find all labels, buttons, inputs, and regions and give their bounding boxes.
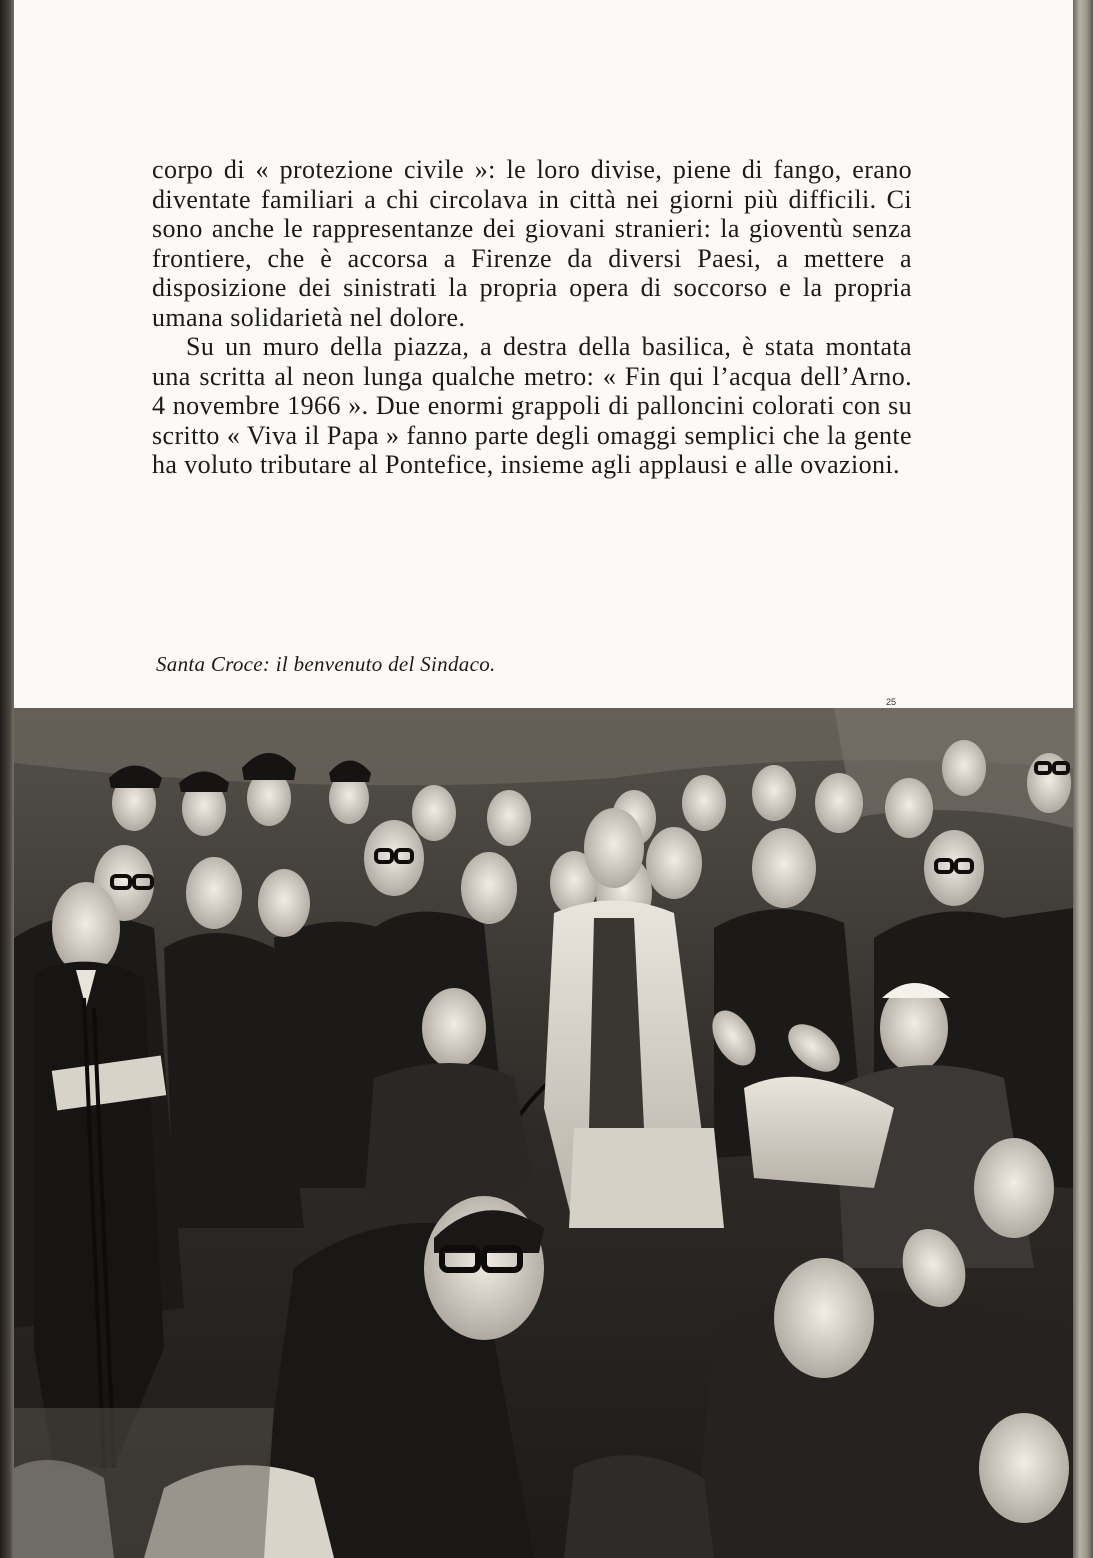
body-text [152,155,912,480]
paragraph-1: corpo di « protezione civile »: le loro divise, piene di fango, erano diventate familiari a chi circolava in città nei giorni più difficili. Ci sono anche le rappresentanze dei giovani stranieri: la gioventù senza frontiere, che è accorsa a Firenze da diversi Paesi, a mettere a disposizione dei sinistrati la propria opera di soccorso e la propria umana solidarietà nel dolore. [152,155,912,332]
paragraph-2: Su un muro della piazza, a destra della basilica, è stata montata una scritta al neon lunga qualche metro: « Fin qui l’acqua dell’Arno. 4 novembre 1966 ». Due enormi grappoli di palloncini colorati con su scritto « Viva il Papa » fanno parte degli omaggi semplici che la gente ha voluto tributare al Pontefice, insieme agli applausi e alle ovazioni. [152,332,912,479]
photo-caption: Santa Croce: il benvenuto del Sindaco. [156,652,496,676]
page-number: 25 [886,697,897,707]
book-cover-edge [1073,0,1093,1558]
crowd-photograph [14,708,1073,1558]
crowd-photograph-drawing [14,708,1073,1558]
